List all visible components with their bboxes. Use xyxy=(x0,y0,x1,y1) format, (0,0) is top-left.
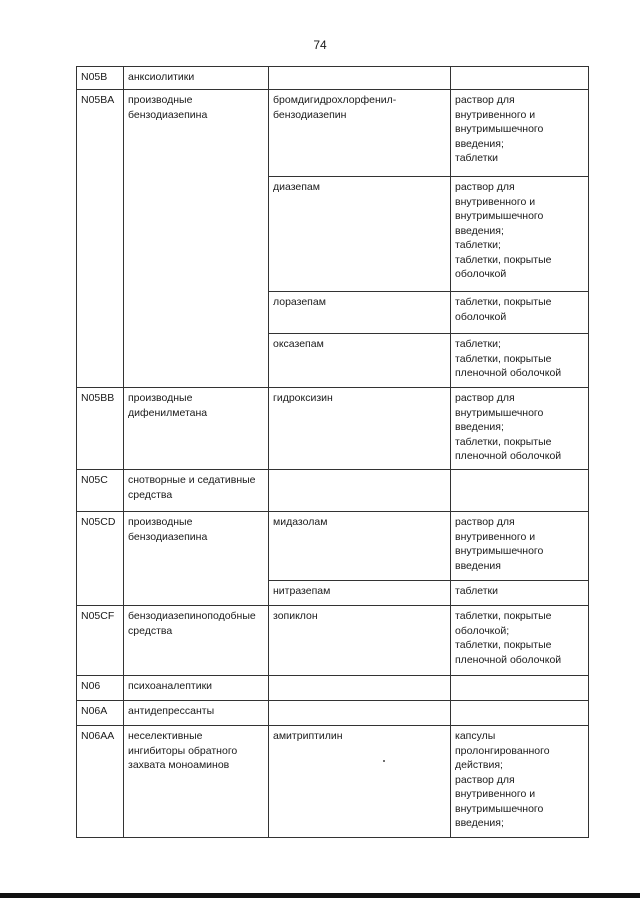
group-name-cell: производные бензодиазепина xyxy=(124,90,269,388)
dosage-form-cell: таблетки, покрытые оболочкой xyxy=(451,292,589,334)
dosage-form-cell: таблетки; таблетки, покрытые пленочной оболочкой xyxy=(451,334,589,388)
drug-name-cell: лоразепам xyxy=(269,292,451,334)
drug-name-cell: амитриптилин xyxy=(269,726,451,838)
group-name-cell: производные бензодиазепина xyxy=(124,512,269,606)
table-row xyxy=(77,388,589,470)
group-name-cell: снотворные и седативные средства xyxy=(124,470,269,512)
dosage-form-cell: раствор для внутривенного и внутримышечного введения xyxy=(451,512,589,581)
dosage-form-cell xyxy=(451,470,589,512)
table-row xyxy=(77,90,589,177)
drug-name-cell xyxy=(269,470,451,512)
dosage-form-cell: капсулы пролонгированного действия; раствор для внутривенного и внутримышечного введения; xyxy=(451,726,589,838)
table-row xyxy=(77,512,589,581)
table-row xyxy=(77,726,589,838)
drug-name-cell xyxy=(269,701,451,726)
table-row xyxy=(77,701,589,726)
group-name-cell: психоаналептики xyxy=(124,676,269,701)
atc-code-cell: N06AA xyxy=(77,726,124,838)
table-row xyxy=(77,67,589,90)
drug-name-cell xyxy=(269,676,451,701)
group-name-cell: производные дифенилметана xyxy=(124,388,269,470)
drug-name-cell: бромдигидрохлорфенил- бензодиазепин xyxy=(269,90,451,177)
atc-code-cell: N05B xyxy=(77,67,124,90)
drug-name-cell: диазепам xyxy=(269,177,451,292)
drug-name-cell: мидазолам xyxy=(269,512,451,581)
atc-code-cell: N05C xyxy=(77,470,124,512)
bottom-rule xyxy=(0,893,640,898)
dosage-form-cell: таблетки xyxy=(451,581,589,606)
drug-name-cell: гидроксизин xyxy=(269,388,451,470)
drug-name-cell: зопиклон xyxy=(269,606,451,676)
group-name-cell: антидепрессанты xyxy=(124,701,269,726)
drug-name-cell xyxy=(269,67,451,90)
dosage-form-cell: раствор для внутривенного и внутримышечного введения; таблетки; таблетки, покрытые оболочкой xyxy=(451,177,589,292)
atc-code-cell: N05BA xyxy=(77,90,124,388)
scan-speck xyxy=(383,760,385,762)
group-name-cell: неселективные ингибиторы обратного захвата моноаминов xyxy=(124,726,269,838)
atc-code-cell: N06 xyxy=(77,676,124,701)
table-row xyxy=(77,676,589,701)
drug-name-cell: нитразепам xyxy=(269,581,451,606)
dosage-form-cell xyxy=(451,676,589,701)
drug-name-cell: оксазепам xyxy=(269,334,451,388)
group-name-cell: бензодиазепиноподобные средства xyxy=(124,606,269,676)
table-row xyxy=(77,470,589,512)
group-name-cell: анксиолитики xyxy=(124,67,269,90)
atc-code-cell: N05CF xyxy=(77,606,124,676)
atc-code-cell: N05CD xyxy=(77,512,124,606)
atc-code-cell: N06A xyxy=(77,701,124,726)
dosage-form-cell: таблетки, покрытые оболочкой; таблетки, покрытые пленочной оболочкой xyxy=(451,606,589,676)
page-number: 74 xyxy=(313,38,327,52)
atc-code-cell: N05BB xyxy=(77,388,124,470)
dosage-form-cell xyxy=(451,701,589,726)
dosage-form-cell: раствор для внутривенного и внутримышечного введения; таблетки xyxy=(451,90,589,177)
dosage-form-cell xyxy=(451,67,589,90)
table-row xyxy=(77,606,589,676)
drug-classification-table xyxy=(76,66,589,838)
dosage-form-cell: раствор для внутримышечного введения; таблетки, покрытые пленочной оболочкой xyxy=(451,388,589,470)
